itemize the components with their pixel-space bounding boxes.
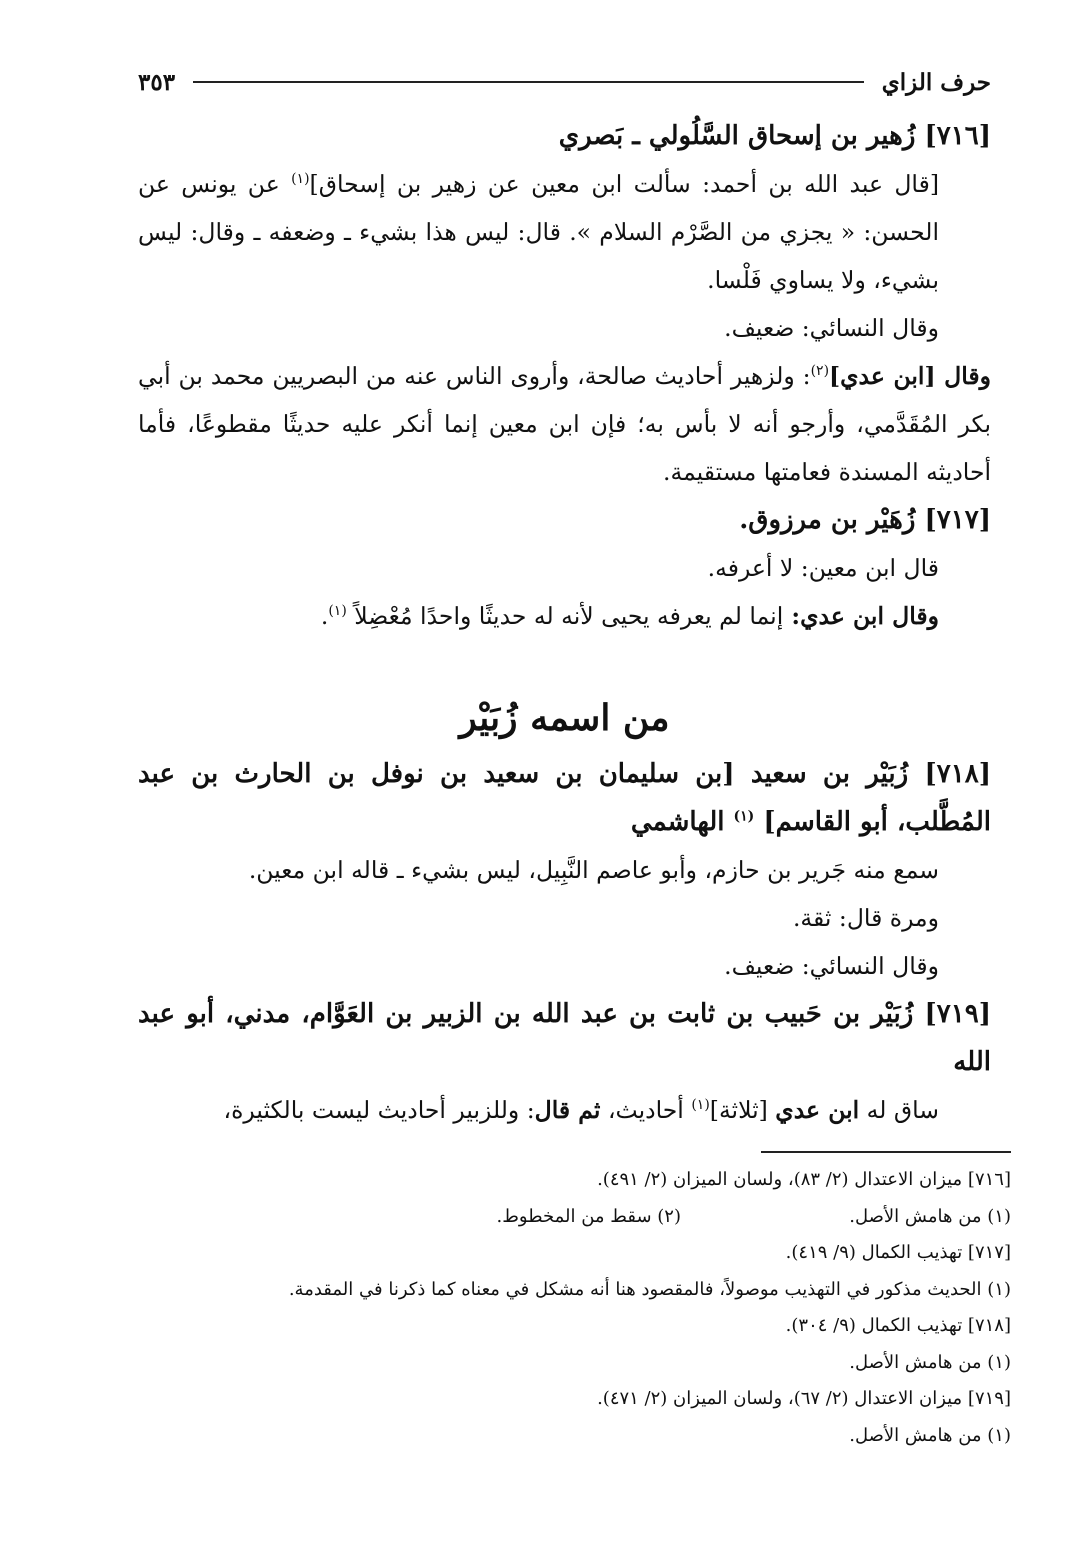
footnotes xyxy=(150,1162,1011,1454)
entry-heading: [٧١٧] زُهَيْر بن مرزوق. xyxy=(739,505,991,535)
footnote: [٧١٧] تهذيب الكمال (٩/ ٤١٩). xyxy=(785,1242,1011,1263)
entry-heading: [٧١٨] زُبَيْر بن سعيد [بن سليمان بن سعيد بن نوفل بن الحارث بن عبد المُطَّلب، أبو القاسم] $^{(١)}$ الهاشمي xyxy=(138,759,991,837)
footnote: (١) من هامش الأصل. (٢) سقط من المخطوط. xyxy=(496,1205,1011,1227)
paragraph: سمع منه جَرير بن حازم، وأبو عاصم النَّبِيل، ليس بشيء ـ قاله ابن معين. xyxy=(248,856,939,884)
page-number: ٣٥٣ xyxy=(138,68,176,96)
footnote: [٧١٩] ميزان الاعتدال (٢/ ٦٧)، ولسان الميزان (٢/ ٤٧١). xyxy=(597,1388,1011,1409)
running-title: حرف الزاي xyxy=(881,68,991,96)
paragraph: ومرة قال: ثقة. xyxy=(792,904,939,932)
footnote-separator xyxy=(761,1151,1011,1153)
section-title: من اسمه زُبَيْر xyxy=(459,697,670,739)
paragraph: وقال النسائي: ضعيف. xyxy=(724,952,939,980)
footnote: [٧١٨] تهذيب الكمال (٩/ ٣٠٤). xyxy=(785,1315,1011,1336)
paragraph: قال ابن معين: لا أعرفه. xyxy=(707,554,939,582)
page-header xyxy=(138,60,991,104)
paragraph: وقال النسائي: ضعيف. xyxy=(724,314,939,342)
entry-heading: [٧١٩] زُبَيْر بن حَبيب بن ثابت بن عبد الله بن الزبير بن العَوَّام، مدني، أبو عبد الله xyxy=(138,999,991,1077)
paragraph: ساق له ابن عدي [ثلاثة]$^{(١)}$ أحاديث، ثم قال: وللزبير أحاديث ليست بالكثيرة، xyxy=(223,1096,939,1124)
footnote: (١) من هامش الأصل. xyxy=(849,1351,1011,1373)
header-rule xyxy=(193,81,864,83)
main-text xyxy=(138,112,991,1134)
paragraph: وقال [ابن عدي]$^{(٢)}$: ولزهير أحاديث صالحة، وأروى الناس عنه من البصريين محمد بن أبي بكر المُقَدَّمي، وأرجو أنه لا بأس به؛ فإن ابن معين إنما أنكر عليه حديثًا مقطوعًا، فأما أحاديثه المسندة فعامتها مستقيمة. xyxy=(138,362,991,486)
paragraph: وقال ابن عدي: إنما لم يعرفه يحيى لأنه له حديثًا واحدًا مُعْضِلاً $^{(١)}$. xyxy=(320,602,939,630)
footnote: (١) الحديث مذكور في التهذيب موصولاً، فالمقصود هنا أنه مشكل في معناه كما ذكرنا في المقدمة. xyxy=(288,1278,1011,1300)
entry-heading: [٧١٦] زُهير بن إسحاق السَّلُولي ـ بَصري xyxy=(558,121,991,151)
footnote: [٧١٦] ميزان الاعتدال (٢/ ٨٣)، ولسان الميزان (٢/ ٤٩١). xyxy=(597,1169,1011,1190)
paragraph: [قال عبد الله بن أحمد: سألت ابن معين عن زهير بن إسحاق]$^{(١)}$ عن يونس عن الحسن: « يجزي من الصَّرْم السلام ». قال: ليس هذا بشيء ـ وضعفه ـ وقال: ليس بشيء، ولا يساوي فَلْسا. xyxy=(138,170,939,294)
footnote: (١) من هامش الأصل. xyxy=(849,1424,1011,1446)
